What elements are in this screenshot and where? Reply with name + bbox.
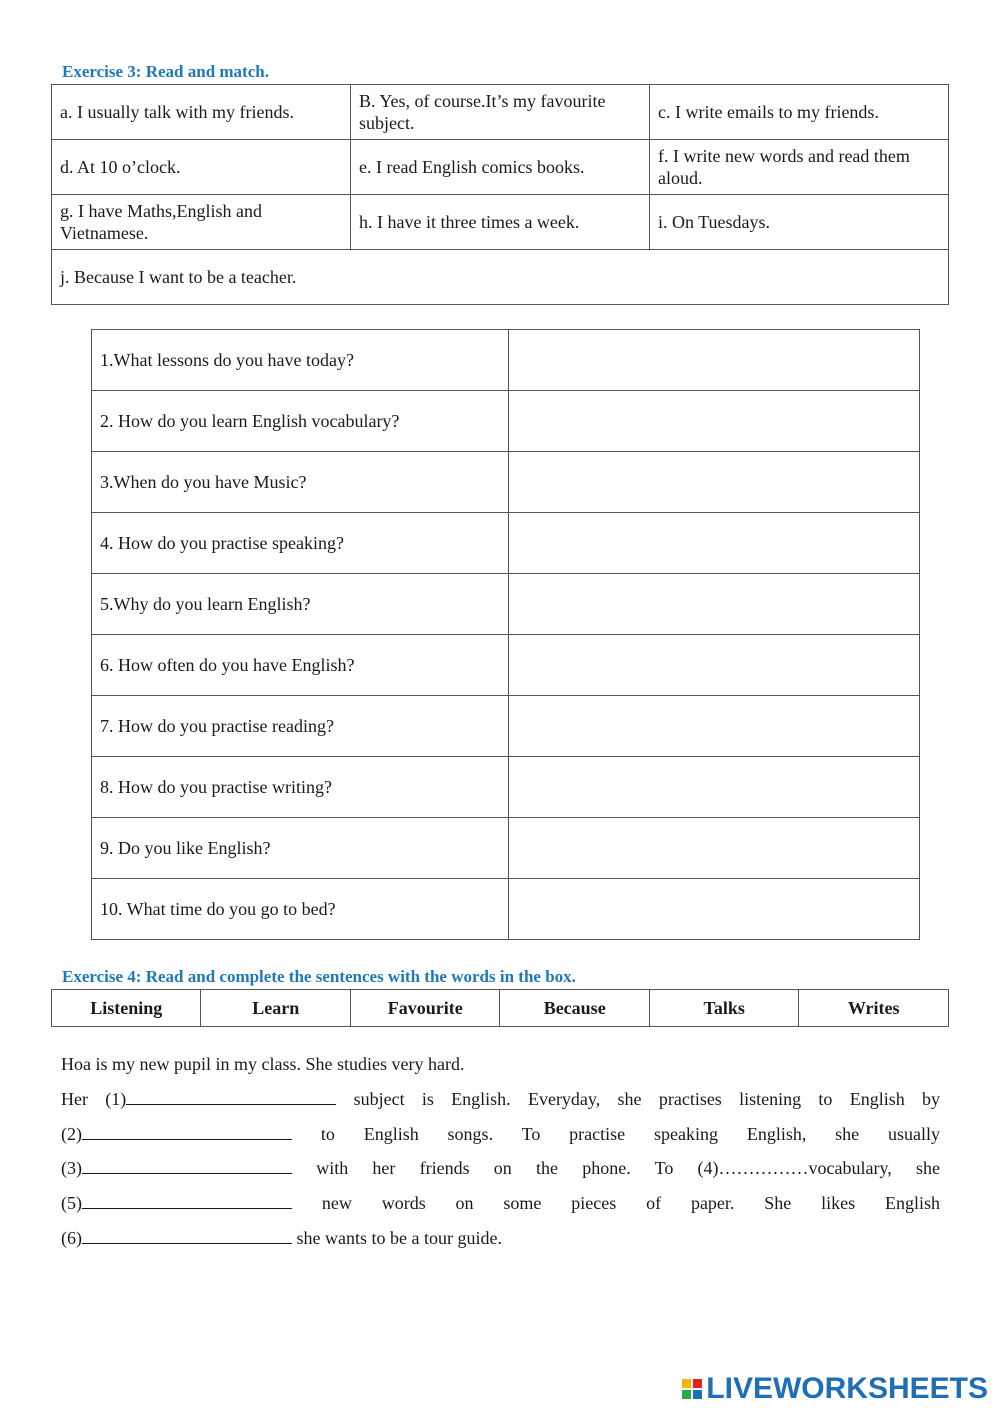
match-row: [92, 452, 920, 513]
match-row: [92, 696, 920, 757]
option-e: e. I read English comics books.: [351, 140, 650, 195]
question-2: 2. How do you learn English vocabulary?: [92, 391, 509, 452]
option-c: c. I write emails to my friends.: [650, 85, 949, 140]
options-row: [52, 250, 949, 305]
match-row: [92, 818, 920, 879]
passage-text: subject is English. Everyday, she practises listening to English by: [353, 1088, 940, 1109]
passage: [61, 1047, 940, 1256]
word-writes: Writes: [799, 990, 949, 1027]
passage-text: new words on some pieces of paper. She likes English: [321, 1193, 940, 1214]
match-row: [92, 635, 920, 696]
answer-box-9[interactable]: [509, 818, 920, 879]
passage-text: (2): [61, 1123, 82, 1144]
answer-options-table: [51, 84, 949, 305]
word-favourite: Favourite: [350, 990, 499, 1027]
answer-box-7[interactable]: [509, 696, 920, 757]
passage-line-1: [61, 1082, 940, 1117]
option-b: B. Yes, of course.It’s my favourite subject.: [351, 85, 650, 140]
liveworksheets-logo-icon: [682, 1379, 702, 1399]
word-learn: Learn: [201, 990, 350, 1027]
passage-line-5: [61, 1221, 940, 1256]
answer-box-10[interactable]: [509, 879, 920, 940]
match-row: [92, 330, 920, 391]
question-3: 3.When do you have Music?: [92, 452, 509, 513]
brand-name: LIVEWORKSHEETS: [706, 1372, 988, 1405]
exercise-4-title: Exercise 4: Read and complete the sentences with the words in the box.: [62, 967, 576, 986]
blank-3[interactable]: [82, 1157, 292, 1174]
passage-text: with her friends on the phone. To (4)……………vocabulary, she: [316, 1158, 941, 1179]
answer-box-4[interactable]: [509, 513, 920, 574]
blank-6[interactable]: [82, 1227, 292, 1244]
answer-box-1[interactable]: [509, 330, 920, 391]
word-talks: Talks: [649, 990, 798, 1027]
question-7: 7. How do you practise reading?: [92, 696, 509, 757]
liveworksheets-logo: [682, 1372, 988, 1406]
question-10: 10. What time do you go to bed?: [92, 879, 509, 940]
blank-2[interactable]: [82, 1123, 292, 1140]
question-1: 1.What lessons do you have today?: [92, 330, 509, 391]
option-d: d. At 10 o’clock.: [52, 140, 351, 195]
options-row: [52, 195, 949, 250]
word-box-row: [52, 990, 949, 1027]
answer-box-5[interactable]: [509, 574, 920, 635]
word-box: [51, 989, 949, 1027]
option-j: j. Because I want to be a teacher.: [52, 250, 949, 305]
match-row: [92, 513, 920, 574]
match-row: [92, 391, 920, 452]
passage-line-3: [61, 1151, 940, 1186]
word-listening: Listening: [52, 990, 201, 1027]
passage-text: (5): [61, 1193, 82, 1214]
answer-box-6[interactable]: [509, 635, 920, 696]
passage-line-2: [61, 1117, 940, 1152]
blank-1[interactable]: [126, 1088, 336, 1105]
answer-box-3[interactable]: [509, 452, 920, 513]
blank-5[interactable]: [82, 1192, 292, 1209]
match-row: [92, 574, 920, 635]
question-5: 5.Why do you learn English?: [92, 574, 509, 635]
option-i: i. On Tuesdays.: [650, 195, 949, 250]
options-row: [52, 85, 949, 140]
option-f: f. I write new words and read them aloud.: [650, 140, 949, 195]
match-row: [92, 879, 920, 940]
passage-text: (6): [61, 1227, 82, 1248]
option-h: h. I have it three times a week.: [351, 195, 650, 250]
passage-intro: Hoa is my new pupil in my class. She studies very hard.: [61, 1054, 465, 1074]
question-4: 4. How do you practise speaking?: [92, 513, 509, 574]
passage-text: Her (1): [61, 1088, 127, 1109]
match-table: [91, 329, 920, 940]
options-row: [52, 140, 949, 195]
answer-box-8[interactable]: [509, 757, 920, 818]
answer-box-2[interactable]: [509, 391, 920, 452]
word-because: Because: [500, 990, 649, 1027]
match-row: [92, 757, 920, 818]
question-6: 6. How often do you have English?: [92, 635, 509, 696]
option-g: g. I have Maths,English and Vietnamese.: [52, 195, 351, 250]
passage-text: (3): [61, 1158, 82, 1179]
passage-text: to English songs. To practise speaking English, she usually: [320, 1123, 941, 1144]
question-9: 9. Do you like English?: [92, 818, 509, 879]
passage-text: she wants to be a tour guide.: [296, 1227, 502, 1248]
question-8: 8. How do you practise writing?: [92, 757, 509, 818]
exercise-3-title: Exercise 3: Read and match.: [62, 62, 269, 81]
option-a: a. I usually talk with my friends.: [52, 85, 351, 140]
passage-line-4: [61, 1186, 940, 1221]
